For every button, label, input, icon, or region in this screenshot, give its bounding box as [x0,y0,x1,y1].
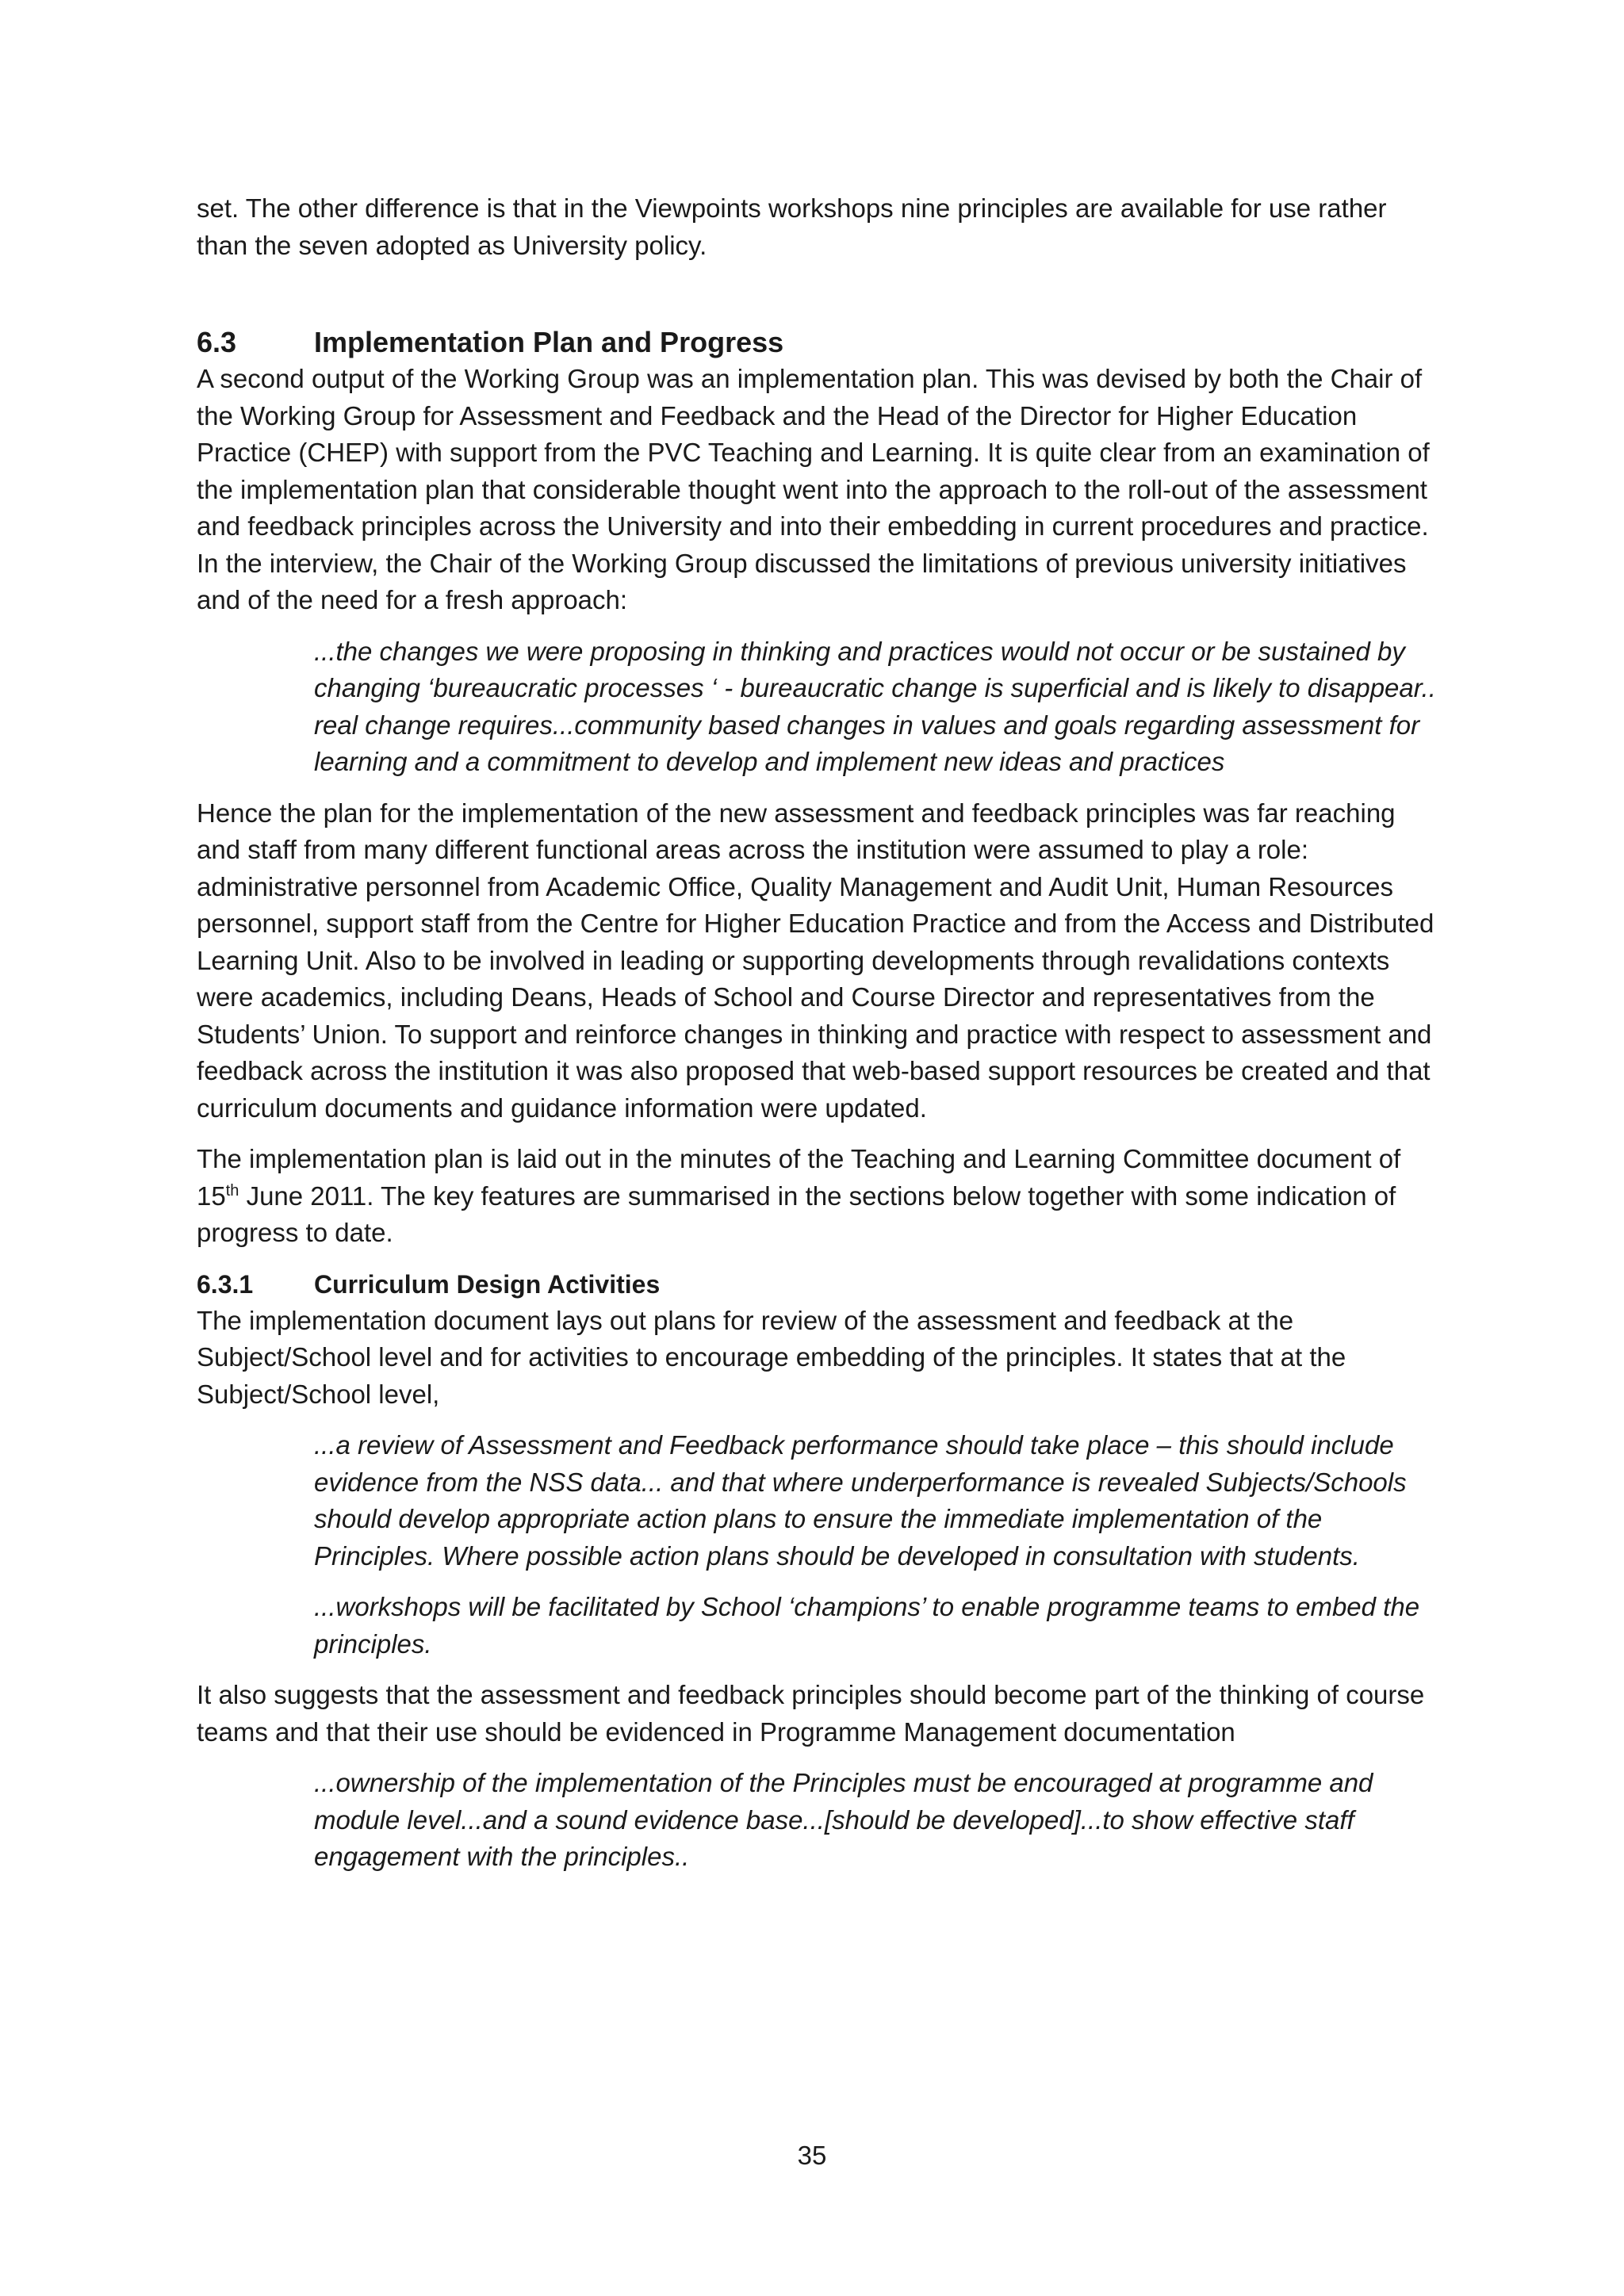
block-quote: ...ownership of the implementation of the Principles must be encouraged at programme and module level...and a sound evidence base...[should be developed]...to show effective staff engagement with the principles.. [314,1768,1373,1871]
subsection-heading-6-3-1 [197,1266,1442,1303]
superscript: th [225,1181,239,1200]
body-paragraph: The implementation document lays out plans for review of the assessment and feedback at the Subject/School level and for activities to encourage embedding of the principles. It states that at the Subject/School level, [197,1305,1346,1409]
subsection-number: 6.3.1 [197,1269,254,1299]
section-number: 6.3 [197,326,237,358]
document-page [197,190,1442,1890]
text-run: June 2011. The key features are summarised in the sections below together with some indication of progress to date. [197,1181,1396,1247]
block-quote: ...a review of Assessment and Feedback performance should take place – this should include evidence from the NSS data... and that where underperformance is revealed Subjects/Schools should develop appropriate action plans to ensure the immediate implementation of the Principles. Where possible action plans should be developed in consultation with students. [314,1430,1407,1571]
subsection-title: Curriculum Design Activities [314,1269,661,1299]
body-paragraph: A second output of the Working Group was an implementation plan. This was devised by both the Chair of the Working Group for Assessment and Feedback and the Head of the Director for Higher Education Practice (CHEP) with support from the PVC Teaching and Learning. It is quite clear from an examination of the implementation plan that considerable thought went into the approach to the roll-out of the assessment and feedback principles across the University and into their embedding in current procedures and practice. In the interview, the Chair of the Working Group discussed the limitations of previous university initiatives and of the need for a fresh approach: [197,364,1430,614]
body-paragraph: Hence the plan for the implementation of the new assessment and feedback principles was far reaching and staff from many different functional areas across the institution were assumed to play a role: administrative personnel from Academic Office, Quality Management and Audit Unit, Human Resources personnel, support staff from the Centre for Higher Education Practice and from the Access and Distributed Learning Unit. Also to be involved in leading or supporting developments through revalidations contexts were academics, including Deans, Heads of School and Course Director and representatives from the Students’ Union. To support and reinforce changes in thinking and practice with respect to assessment and feedback across the institution it was also proposed that web-based support resources be created and that curriculum documents and guidance information were updated. [197,798,1434,1123]
section-title: Implementation Plan and Progress [314,326,784,358]
body-paragraph: It also suggests that the assessment and feedback principles should become part of the thinking of course teams and that their use should be evidenced in Programme Management documentation [197,1680,1425,1747]
page-number: 35 [797,2141,827,2170]
body-paragraph [197,1141,1442,1252]
block-quote: ...the changes we were proposing in thinking and practices would not occur or be sustained by changing ‘bureaucratic processes ‘ - bureaucratic change is superficial and is likely to disappear.. real change requires...community based changes in values and goals regarding assessment for learning and a commitment to develop and implement new ideas and practices [314,636,1436,776]
section-heading-6-3 [197,324,1442,361]
intro-paragraph: set. The other difference is that in the Viewpoints workshops nine principles are available for use rather than the seven adopted as University policy. [197,193,1387,260]
block-quote: ...workshops will be facilitated by School ‘champions’ to enable programme teams to embed the principles. [314,1592,1420,1659]
text-run: The implementation plan is laid out in the minutes of the Teaching and Learning Committee document of 15 [197,1144,1401,1211]
